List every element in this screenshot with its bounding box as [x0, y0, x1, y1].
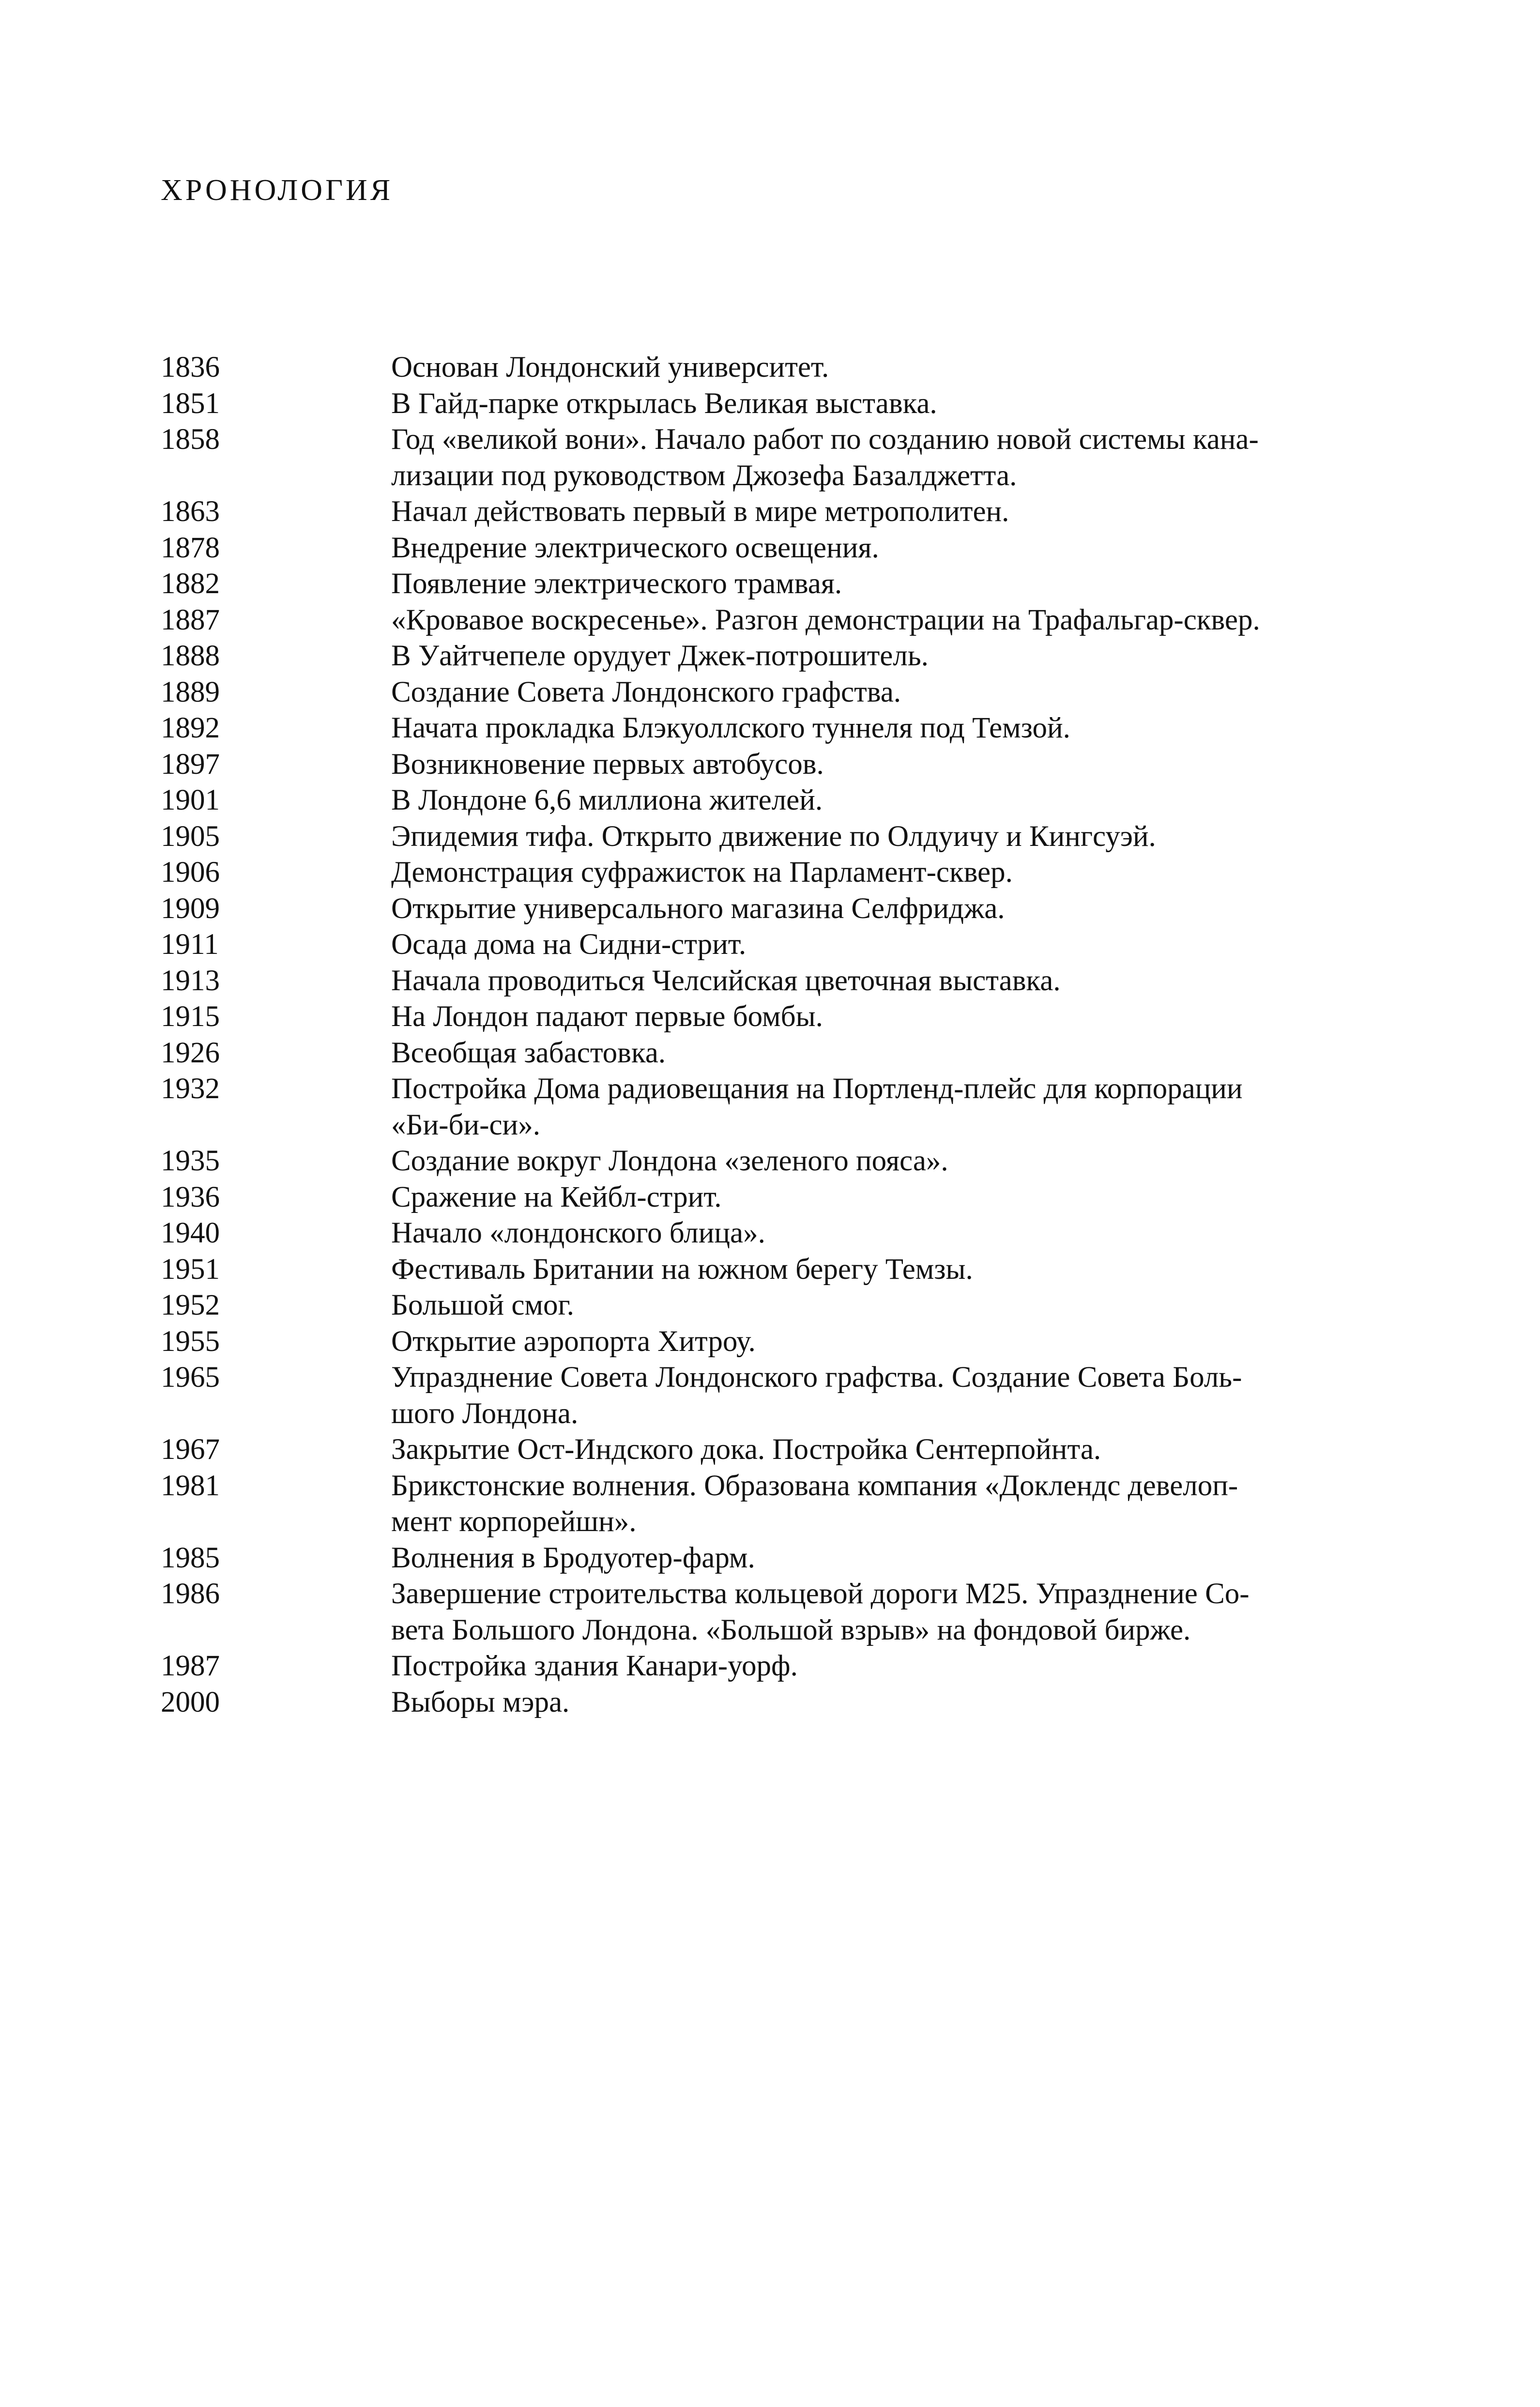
entry-description	[391, 1288, 1390, 1324]
entry-description	[391, 1648, 1390, 1685]
entry-description	[391, 566, 1390, 602]
entry-description-line: Возникновение первых автобусов.	[391, 748, 824, 781]
entry-year: 1940	[161, 1217, 220, 1249]
chronology-entry	[161, 494, 1390, 530]
entry-year: 1909	[161, 892, 220, 925]
chronology-entry	[161, 1180, 1390, 1216]
entry-description	[391, 350, 1390, 386]
entry-description	[391, 1432, 1390, 1468]
chronology-entry	[161, 855, 1390, 891]
chronology-entry	[161, 999, 1390, 1035]
chronology-entry	[161, 566, 1390, 602]
entry-description-line: Демонстрация суфражисток на Парламент-сквер.	[391, 856, 1013, 889]
chronology-entry	[161, 1540, 1390, 1577]
entry-description-line: Упразднение Совета Лондонского графства. Создание Совета Боль-	[391, 1361, 1242, 1394]
entry-description-line: вета Большого Лондона. «Большой взрыв» на фондовой бирже.	[391, 1613, 1191, 1646]
entry-description	[391, 1035, 1390, 1072]
chronology-entry	[161, 1288, 1390, 1324]
entry-year: 2000	[161, 1686, 220, 1718]
entry-description	[391, 963, 1390, 999]
entry-description-line: мент корпорейшн».	[391, 1505, 637, 1538]
entry-description-line: Завершение строительства кольцевой дороги М25. Упразднение Со-	[391, 1578, 1250, 1610]
entry-year: 1851	[161, 387, 220, 420]
entry-year: 1887	[161, 603, 220, 636]
entry-description-line: Создание Совета Лондонского графства.	[391, 675, 901, 708]
entry-year: 1836	[161, 351, 220, 383]
entry-year: 1935	[161, 1145, 220, 1177]
entry-description-line: Открытие аэропорта Хитроу.	[391, 1325, 756, 1358]
entry-description-line: В Гайд-парке открылась Великая выставка.	[391, 387, 937, 420]
page-title: ХРОНОЛОГИЯ	[161, 174, 394, 207]
entry-year: 1911	[161, 928, 219, 961]
entry-year: 1932	[161, 1073, 220, 1105]
entry-year: 1985	[161, 1541, 220, 1574]
chronology-entry	[161, 350, 1390, 386]
chronology-entry	[161, 1143, 1390, 1180]
entry-description-line: Основан Лондонский университет.	[391, 351, 829, 383]
entry-description	[391, 1360, 1390, 1432]
entry-description-line: Начала проводиться Челсийская цветочная выставка.	[391, 964, 1061, 997]
chronology-entry	[161, 1685, 1390, 1721]
chronology-entry	[161, 1360, 1390, 1432]
entry-description	[391, 1215, 1390, 1252]
entry-description	[391, 747, 1390, 783]
entry-description-line: В Уайтчепеле орудует Джек-потрошитель.	[391, 640, 929, 672]
entry-description	[391, 675, 1390, 711]
entry-description-line: Постройка здания Канари-уорф.	[391, 1650, 798, 1682]
chronology-entry	[161, 638, 1390, 675]
entry-description-line: «Би-би-си».	[391, 1108, 540, 1141]
entry-description-line: Постройка Дома радиовещания на Портленд-плейс для корпорации	[391, 1073, 1243, 1105]
chronology-entry	[161, 747, 1390, 783]
entry-description	[391, 1252, 1390, 1288]
entry-description-line: Большой смог.	[391, 1289, 574, 1321]
entry-description-line: Брикстонские волнения. Образована компания «Доклендс девелоп-	[391, 1469, 1238, 1502]
entry-description	[391, 855, 1390, 891]
entry-description-line: шого Лондона.	[391, 1397, 579, 1430]
chronology-entry	[161, 927, 1390, 963]
entry-description	[391, 494, 1390, 530]
chronology-entry	[161, 530, 1390, 567]
chronology-entry	[161, 1215, 1390, 1252]
entry-description-line: Начало «лондонского блица».	[391, 1217, 765, 1249]
chronology-entry	[161, 675, 1390, 711]
entry-year: 1936	[161, 1181, 220, 1213]
chronology-entry	[161, 386, 1390, 422]
entry-year: 1863	[161, 495, 220, 528]
entry-description-line: В Лондоне 6,6 миллиона жителей.	[391, 784, 823, 816]
chronology-entry	[161, 963, 1390, 999]
entry-year: 1955	[161, 1325, 220, 1358]
chronology-entry	[161, 1432, 1390, 1468]
chronology-entry	[161, 602, 1390, 639]
entry-description-line: Всеобщая забастовка.	[391, 1036, 666, 1069]
chronology-entry	[161, 1468, 1390, 1540]
entry-description	[391, 1071, 1390, 1143]
entry-description	[391, 1540, 1390, 1577]
chronology-entry	[161, 891, 1390, 927]
entry-year: 1965	[161, 1361, 220, 1394]
chronology-entry	[161, 422, 1390, 494]
entry-description-line: Начал действовать первый в мире метрополитен.	[391, 495, 1009, 528]
chronology-list	[161, 350, 1390, 1720]
entry-description-line: «Кровавое воскресенье». Разгон демонстрации на Трафальгар-сквер.	[391, 603, 1260, 636]
entry-year: 1892	[161, 712, 220, 744]
entry-description	[391, 999, 1390, 1035]
entry-year: 1882	[161, 567, 220, 600]
entry-year: 1878	[161, 531, 220, 564]
entry-year: 1967	[161, 1433, 220, 1466]
entry-description	[391, 782, 1390, 819]
entry-description-line: На Лондон падают первые бомбы.	[391, 1000, 823, 1033]
entry-year: 1915	[161, 1000, 220, 1033]
entry-description	[391, 927, 1390, 963]
entry-description-line: Эпидемия тифа. Открыто движение по Олдуичу и Кингсуэй.	[391, 820, 1156, 853]
entry-description	[391, 1685, 1390, 1721]
entry-year: 1981	[161, 1469, 220, 1502]
chronology-entry	[161, 1648, 1390, 1685]
entry-description	[391, 1180, 1390, 1216]
entry-year: 1913	[161, 964, 220, 997]
entry-description-line: Сражение на Кейбл-стрит.	[391, 1181, 722, 1213]
entry-year: 1901	[161, 784, 220, 816]
entry-description-line: Появление электрического трамвая.	[391, 567, 842, 600]
chronology-entry	[161, 1576, 1390, 1648]
entry-year: 1858	[161, 423, 220, 456]
entry-description	[391, 1324, 1390, 1360]
entry-description-line: Закрытие Ост-Индского дока. Постройка Сентерпойнта.	[391, 1433, 1101, 1466]
entry-description	[391, 530, 1390, 567]
entry-year: 1888	[161, 640, 220, 672]
chronology-entry	[161, 819, 1390, 855]
entry-description	[391, 422, 1390, 494]
entry-description	[391, 1143, 1390, 1180]
chronology-entry	[161, 1071, 1390, 1143]
entry-description-line: Открытие универсального магазина Селфриджа.	[391, 892, 1005, 925]
entry-year: 1987	[161, 1650, 220, 1682]
chronology-entry	[161, 1252, 1390, 1288]
entry-description	[391, 386, 1390, 422]
entry-year: 1897	[161, 748, 220, 781]
entry-description-line: Осада дома на Сидни-стрит.	[391, 928, 747, 961]
entry-description-line: Начата прокладка Блэкуоллского туннеля под Темзой.	[391, 712, 1070, 744]
entry-year: 1889	[161, 675, 220, 708]
chronology-entry	[161, 1324, 1390, 1360]
chronology-entry	[161, 710, 1390, 747]
entry-description	[391, 710, 1390, 747]
entry-description	[391, 638, 1390, 675]
entry-description	[391, 891, 1390, 927]
entry-description	[391, 819, 1390, 855]
entry-year: 1906	[161, 856, 220, 889]
entry-year: 1905	[161, 820, 220, 853]
entry-description-line: Волнения в Бродуотер-фарм.	[391, 1541, 755, 1574]
entry-description	[391, 602, 1390, 639]
entry-description-line: Внедрение электрического освещения.	[391, 531, 879, 564]
entry-description-line: Выборы мэра.	[391, 1686, 570, 1718]
entry-description-line: Фестиваль Британии на южном берегу Темзы.	[391, 1253, 973, 1286]
chronology-entry	[161, 1035, 1390, 1072]
entry-description	[391, 1468, 1390, 1540]
chronology-entry	[161, 782, 1390, 819]
entry-year: 1951	[161, 1253, 220, 1286]
entry-year: 1986	[161, 1578, 220, 1610]
entry-description-line: Создание вокруг Лондона «зеленого пояса».	[391, 1145, 948, 1177]
entry-description-line: Год «великой вони». Начало работ по созданию новой системы кана-	[391, 423, 1259, 456]
entry-year: 1926	[161, 1036, 220, 1069]
entry-year: 1952	[161, 1289, 220, 1321]
entry-description-line: лизации под руководством Джозефа Базалджетта.	[391, 459, 1017, 492]
entry-description	[391, 1576, 1390, 1648]
